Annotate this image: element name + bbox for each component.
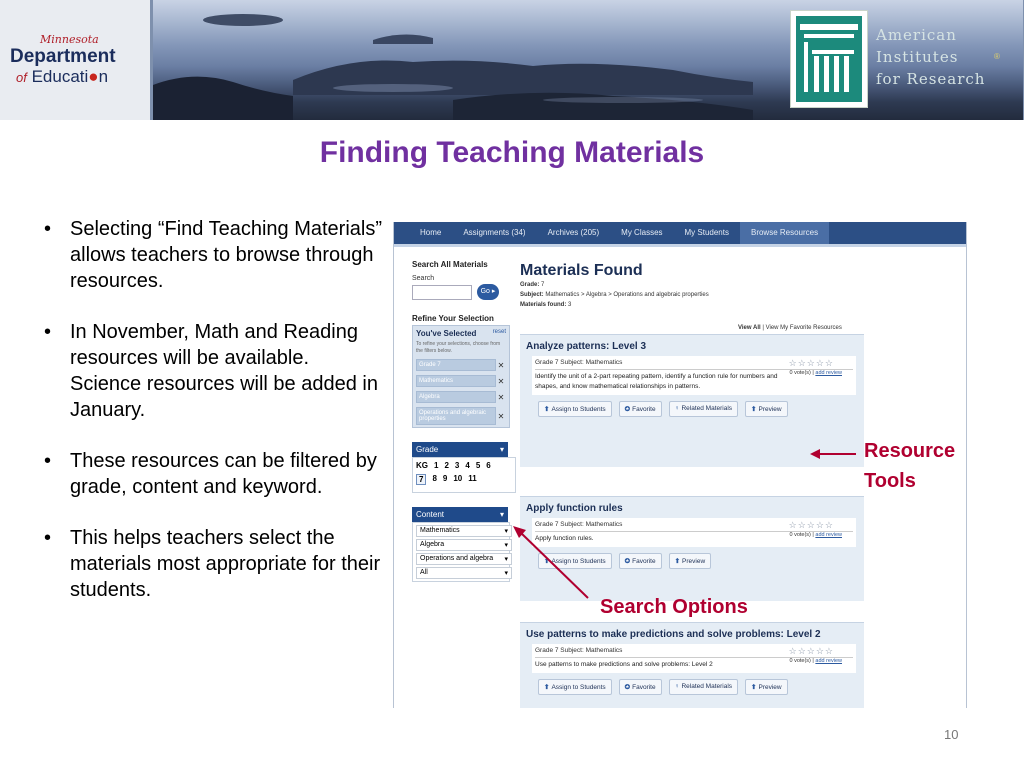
person-icon: ⬆ bbox=[674, 558, 681, 565]
view-all-link[interactable]: View All bbox=[738, 325, 761, 331]
nav-browse-resources[interactable]: Browse Resources bbox=[740, 222, 829, 244]
chevron-down-icon: ▾ bbox=[504, 528, 508, 535]
filter-chip: Grade 7 bbox=[416, 359, 496, 371]
votes-info: 0 vote(s) | add review bbox=[789, 658, 842, 664]
rating-stars-icon[interactable]: ☆☆☆☆☆ bbox=[788, 520, 834, 530]
card-subject: Grade 7 Subject: Mathematics bbox=[535, 521, 853, 532]
card-subject: Grade 7 Subject: Mathematics bbox=[535, 359, 853, 370]
grade-option[interactable]: 5 bbox=[475, 461, 481, 470]
bullet-item: • In November, Math and Reading resources will be available. Science resources will be added in January. bbox=[44, 321, 378, 421]
arrow-right-icon: ▸ bbox=[491, 288, 496, 295]
card-description: Use patterns to make predictions and solve problems: Level 2 bbox=[535, 661, 713, 668]
materials-found-title: Materials Found bbox=[520, 262, 643, 279]
card-subject: Grade 7 Subject: Mathematics bbox=[535, 647, 853, 658]
youve-selected-header: You've Selected reset bbox=[416, 329, 506, 338]
related-materials-button[interactable]: ♀ Related Materials bbox=[669, 679, 738, 695]
search-label: Search bbox=[412, 275, 435, 282]
card-title[interactable]: Analyze patterns: Level 3 bbox=[526, 341, 647, 352]
bullet-item: • Selecting “Find Teaching Materials” allows teachers to browse through resources. bbox=[44, 218, 383, 292]
grade-option[interactable]: 10 bbox=[453, 474, 463, 483]
reset-link[interactable]: reset bbox=[492, 329, 506, 335]
content-filter-header[interactable]: Content ▾ bbox=[412, 507, 508, 522]
star-icon: ✪ bbox=[624, 406, 631, 413]
votes-info: 0 vote(s) | add review bbox=[789, 370, 842, 376]
rating-stars-icon[interactable]: ☆☆☆☆☆ bbox=[788, 646, 834, 656]
chevron-down-icon: ▾ bbox=[499, 445, 504, 454]
chevron-down-icon: ▾ bbox=[504, 542, 508, 549]
selection-note: To refine your selections, choose from the filters below. bbox=[416, 341, 501, 354]
search-options-annotation: Search Options bbox=[600, 596, 748, 618]
air-logo-text: American Institutes for Research bbox=[876, 26, 986, 88]
rating-stars-icon[interactable]: ☆☆☆☆☆ bbox=[788, 358, 834, 368]
bullet-item: • These resources can be filtered by grade, content and keyword. bbox=[44, 450, 377, 498]
registered-mark: ® bbox=[994, 52, 1000, 61]
search-options-arrow bbox=[520, 532, 588, 598]
search-all-heading: Search All Materials bbox=[412, 260, 488, 269]
content-dropdown[interactable]: Mathematics ▾ bbox=[416, 525, 512, 537]
mde-logo-department: Department bbox=[10, 46, 116, 67]
content-dropdown[interactable]: Algebra ▾ bbox=[416, 539, 512, 551]
refine-heading: Refine Your Selection bbox=[412, 314, 494, 323]
card-title[interactable]: Use patterns to make predictions and solve problems: Level 2 bbox=[526, 629, 821, 640]
grade-option[interactable]: 2 bbox=[444, 461, 449, 470]
card-title[interactable]: Apply function rules bbox=[526, 503, 623, 514]
votes-info: 0 vote(s) | add review bbox=[789, 532, 842, 538]
assign-to-students-button[interactable]: ⬆ Assign to Students bbox=[538, 553, 612, 569]
view-links: View All | View My Favorite Resources bbox=[738, 325, 842, 331]
remove-filter-icon[interactable]: ✕ bbox=[497, 411, 505, 421]
grade-option[interactable]: 11 bbox=[468, 474, 477, 483]
preview-button[interactable]: ⬆ Preview bbox=[745, 679, 788, 695]
remove-filter-icon[interactable]: ✕ bbox=[497, 360, 505, 370]
filter-chip: Mathematics bbox=[416, 375, 496, 387]
grade-option[interactable]: 9 bbox=[442, 474, 448, 483]
filter-chip: Algebra bbox=[416, 391, 496, 403]
nav-my-students[interactable]: My Students bbox=[684, 228, 729, 237]
nav-assignments[interactable]: Assignments (34) bbox=[463, 228, 526, 237]
grade-filter-header[interactable]: Grade ▾ bbox=[412, 442, 508, 457]
results-meta: Grade: 7 Subject: Mathematics > Algebra > Operations and algebraic properties Materials found: 3 bbox=[520, 282, 709, 308]
person-icon: ⬆ bbox=[544, 558, 550, 565]
person-icon: ⬆ bbox=[544, 684, 550, 691]
page-number: 10 bbox=[944, 727, 959, 742]
add-review-link[interactable]: add review bbox=[815, 658, 842, 664]
resource-tools-annotation: Resource Tools bbox=[864, 440, 956, 492]
resource-tools-arrowhead bbox=[810, 449, 820, 459]
mde-logo-education: of Educati●n bbox=[16, 67, 109, 86]
assign-to-students-button[interactable]: ⬆ Assign to Students bbox=[538, 401, 612, 417]
content-dropdown[interactable]: All ▾ bbox=[416, 567, 512, 579]
person-icon: ⬆ bbox=[751, 684, 757, 691]
favorite-button[interactable]: ✪ Favorite bbox=[619, 401, 662, 417]
slide-title: Finding Teaching Materials bbox=[319, 136, 705, 169]
grade-option[interactable]: 6 bbox=[486, 461, 491, 470]
card-description: Identify the unit of a 2-part repeating pattern, identify a function rule for numbers and shapes, and know mathematical relationships in patterns. bbox=[535, 373, 778, 390]
person-icon: ⬆ bbox=[751, 406, 757, 413]
favorite-button[interactable]: ✪ Favorite bbox=[619, 553, 662, 569]
filter-chip: Operations and algebraic properties bbox=[416, 407, 496, 425]
grade-option-selected[interactable]: 7 bbox=[416, 474, 426, 485]
preview-button[interactable]: ⬆ Preview bbox=[669, 553, 712, 569]
star-icon: ✪ bbox=[624, 684, 631, 691]
grade-option[interactable]: 3 bbox=[454, 461, 460, 470]
remove-filter-icon[interactable]: ✕ bbox=[497, 392, 505, 402]
nav-home[interactable]: Home bbox=[420, 228, 442, 237]
grade-option[interactable]: KG bbox=[416, 461, 428, 470]
content-dropdown[interactable]: Operations and algebra ▾ bbox=[416, 553, 512, 565]
view-favorites-link[interactable]: View My Favorite Resources bbox=[765, 325, 842, 331]
add-review-link[interactable]: add review bbox=[815, 532, 842, 538]
assign-to-students-button[interactable]: ⬆ Assign to Students bbox=[538, 679, 612, 695]
grade-option[interactable]: 4 bbox=[465, 461, 470, 470]
nav-archives[interactable]: Archives (205) bbox=[547, 228, 600, 237]
add-review-link[interactable]: add review bbox=[815, 370, 842, 376]
grade-option[interactable]: 8 bbox=[432, 474, 437, 483]
chevron-down-icon: ▾ bbox=[504, 570, 508, 577]
nav-my-classes[interactable]: My Classes bbox=[621, 228, 663, 237]
grade-option[interactable]: 1 bbox=[434, 461, 439, 470]
chevron-down-icon: ▾ bbox=[499, 510, 504, 519]
card-description: Apply function rules. bbox=[535, 535, 594, 542]
person-icon: ⬆ bbox=[544, 406, 550, 413]
bullet-item: • This helps teachers select the materials most appropriate for their students. bbox=[44, 527, 381, 601]
go-button[interactable]: Go ▸ bbox=[477, 284, 499, 300]
mde-logo-state: Minnesota bbox=[40, 33, 99, 46]
remove-filter-icon[interactable]: ✕ bbox=[497, 376, 505, 386]
related-materials-button[interactable]: ♀ Related Materials bbox=[669, 401, 738, 417]
preview-button[interactable]: ⬆ Preview bbox=[745, 401, 788, 417]
star-icon: ✪ bbox=[624, 558, 631, 565]
chevron-down-icon: ▾ bbox=[504, 556, 508, 563]
lightbulb-icon: ♀ bbox=[674, 405, 680, 412]
lightbulb-icon: ♀ bbox=[674, 683, 680, 690]
favorite-button[interactable]: ✪ Favorite bbox=[619, 679, 662, 695]
